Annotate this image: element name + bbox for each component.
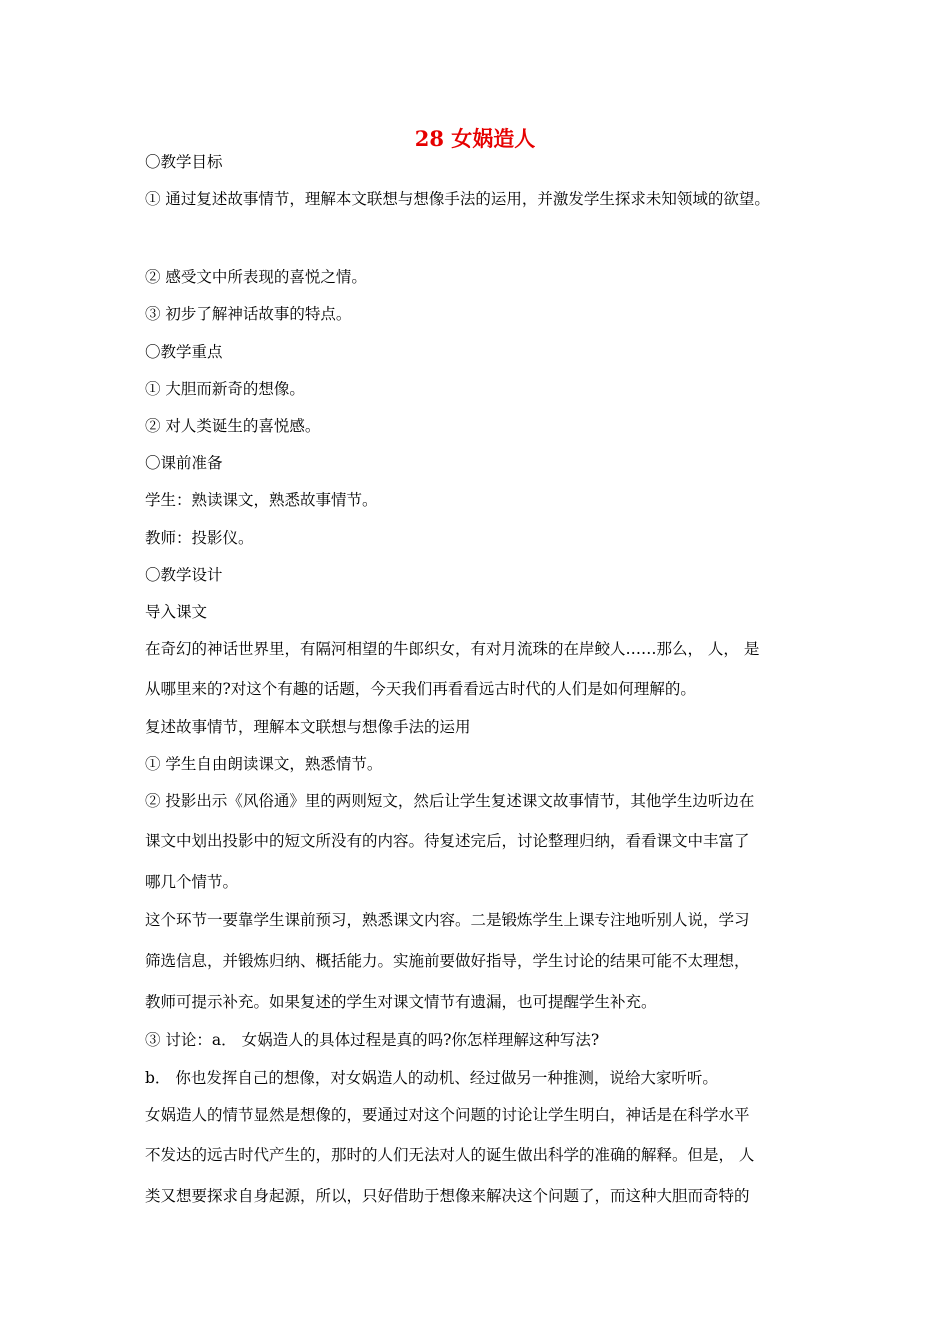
key-point-item-1: ① 大胆而新奇的想像。 bbox=[145, 380, 305, 398]
section-heading-preparation: 〇课前准备 bbox=[145, 454, 223, 472]
discussion-item-a: ③ 讨论：a． 女娲造人的具体过程是真的吗?你怎样理解这种写法? bbox=[145, 1031, 600, 1049]
paragraph-line: 不发达的远古时代产生的，那时的人们无法对人的诞生做出科学的准确的解释。但是， 人 bbox=[145, 1146, 755, 1164]
retelling-item-2: ② 投影出示《风俗通》里的两则短文，然后让学生复述课文故事情节，其他学生边听边在 bbox=[145, 792, 755, 810]
subheading-retelling: 复述故事情节，理解本文联想与想像手法的运用 bbox=[145, 718, 471, 736]
paragraph-line: 教师可提示补充。如果复述的学生对课文情节有遗漏，也可提醒学生补充。 bbox=[145, 993, 657, 1011]
paragraph-line: 女娲造人的情节显然是想像的，要通过对这个问题的讨论让学生明白，神话是在科学水平 bbox=[145, 1106, 750, 1124]
paragraph-line: 类又想要探求自身起源，所以，只好借助于想像来解决这个问题了，而这种大胆而奇特的 bbox=[145, 1187, 750, 1205]
section-heading-key-points: 〇教学重点 bbox=[145, 343, 223, 361]
paragraph-line: 从哪里来的?对这个有趣的话题，今天我们再看看远古时代的人们是如何理解的。 bbox=[145, 680, 696, 698]
preparation-students: 学生：熟读课文，熟悉故事情节。 bbox=[145, 491, 378, 509]
paragraph-line: 筛选信息，并锻炼归纳、概括能力。实施前要做好指导，学生讨论的结果可能不太理想， bbox=[145, 952, 750, 970]
section-heading-design: 〇教学设计 bbox=[145, 566, 223, 584]
paragraph-line: 课文中划出投影中的短文所没有的内容。待复述完后，讨论整理归纳，看看课文中丰富了 bbox=[145, 832, 750, 850]
subheading-introduction: 导入课文 bbox=[145, 603, 208, 621]
paragraph-line: 这个环节一要靠学生课前预习，熟悉课文内容。二是锻炼学生上课专注地听别人说，学习 bbox=[145, 911, 750, 929]
document-title: 28 女娲造人 bbox=[414, 126, 536, 151]
retelling-item-1: ① 学生自由朗读课文，熟悉情节。 bbox=[145, 755, 383, 773]
discussion-item-b: b． 你也发挥自己的想像，对女娲造人的动机、经过做另一种推测，说给大家听听。 bbox=[145, 1069, 718, 1087]
section-heading-objectives: 〇教学目标 bbox=[145, 153, 223, 171]
key-point-item-2: ② 对人类诞生的喜悦感。 bbox=[145, 417, 321, 435]
objective-item-3: ③ 初步了解神话故事的特点。 bbox=[145, 305, 352, 323]
paragraph-line: 在奇幻的神话世界里，有隔河相望的牛郎织女，有对月流珠的在岸鲛人……那么， 人， 是 bbox=[145, 640, 760, 658]
objective-item-2: ② 感受文中所表现的喜悦之情。 bbox=[145, 268, 367, 286]
paragraph-line: 哪几个情节。 bbox=[145, 873, 239, 891]
preparation-teacher: 教师：投影仪。 bbox=[145, 529, 254, 547]
objective-item-1: ① 通过复述故事情节，理解本文联想与想像手法的运用，并激发学生探求未知领域的欲望。 bbox=[145, 190, 770, 208]
